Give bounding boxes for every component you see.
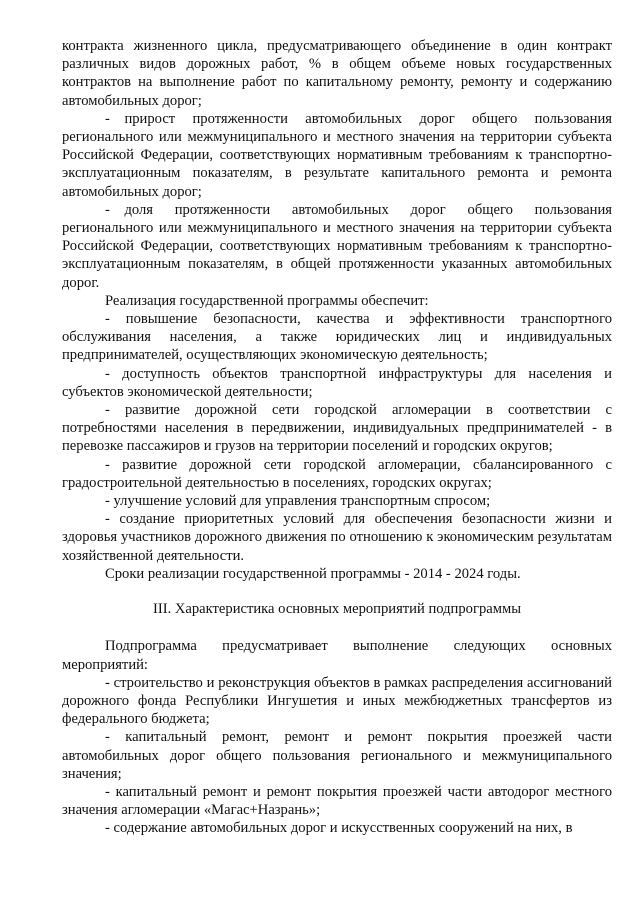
paragraph: Сроки реализации государственной программы - 2014 - 2024 годы.: [105, 565, 521, 582]
paragraph: - прирост протяженности автомобильных дорог общего пользования регионального или межмуниципального и местного значения на территории субъекта Российской Федерации, соответствующих нормативным требованиям к транспортно-эксплуатационным показателям, в результате капитального ремонта и ремонта автомобильных дорог;: [62, 110, 612, 200]
paragraph: - содержание автомобильных дорог и искусственных сооружений на них, в: [105, 820, 573, 837]
paragraph: - повышение безопасности, качества и эффективности транспортного обслуживания населения, а также юридических лиц и индивидуальных предпринимателей, осуществляющих экономическую деятельность;: [62, 311, 612, 364]
paragraphs-top: [62, 37, 612, 583]
paragraph: - капитальный ремонт, ремонт и ремонт покрытия проезжей части автомобильных дорог общего пользования регионального и межмуниципального значения;: [62, 729, 612, 782]
paragraph: Реализация государственной программы обеспечит:: [105, 292, 429, 309]
paragraph: - создание приоритетных условий для обеспечения безопасности жизни и здоровья участников дорожного движения по отношению к экономическим результатам хозяйственной деятельности.: [62, 511, 612, 564]
paragraph: - развитие дорожной сети городской агломерации в соответствии с потребностями населения в передвижении, индивидуальных предпринимателей - в перевозке пассажиров и грузов на территории поселений и городских округов;: [62, 402, 612, 455]
paragraph: - доля протяженности автомобильных дорог общего пользования регионального или межмуниципального и местного значения на территории субъекта Российской Федерации, соответствующих нормативным требованиям к транспортно-эксплуатационным показателям, в общей протяженности указанных автомобильных дорог.: [62, 201, 612, 291]
paragraph: - строительство и реконструкция объектов в рамках распределения ассигнований дорожного фонда Республики Ингушетия и иных межбюджетных трансфертов из федерального бюджета;: [62, 674, 612, 728]
paragraph: - доступность объектов транспортной инфраструктуры для населения и субъектов экономической деятельности;: [62, 365, 612, 400]
paragraph: - развитие дорожной сети городской агломерации, сбалансированного с градостроительной деятельностью в поселениях, городских округах;: [62, 456, 612, 491]
section-heading: III. Характеристика основных мероприятий подпрограммы: [152, 601, 521, 618]
paragraph: - улучшение условий для управления транспортным спросом;: [105, 493, 491, 510]
document-page: [62, 37, 612, 838]
paragraph: контракта жизненного цикла, предусматривающего объединение в один контракт различных видов дорожных работ, % в общем объеме новых государственных контрактов на выполнение работ по капитальному ремонту, ремонту и содержанию автомобильных дорог;: [62, 38, 612, 109]
paragraph: Подпрограмма предусматривает выполнение следующих основных мероприятий:: [62, 638, 612, 673]
paragraph: - капитальный ремонт и ремонт покрытия проезжей части автодорог местного значения агломерации «Магас+Назрань»;: [62, 783, 612, 819]
paragraphs-bottom: [62, 637, 612, 837]
